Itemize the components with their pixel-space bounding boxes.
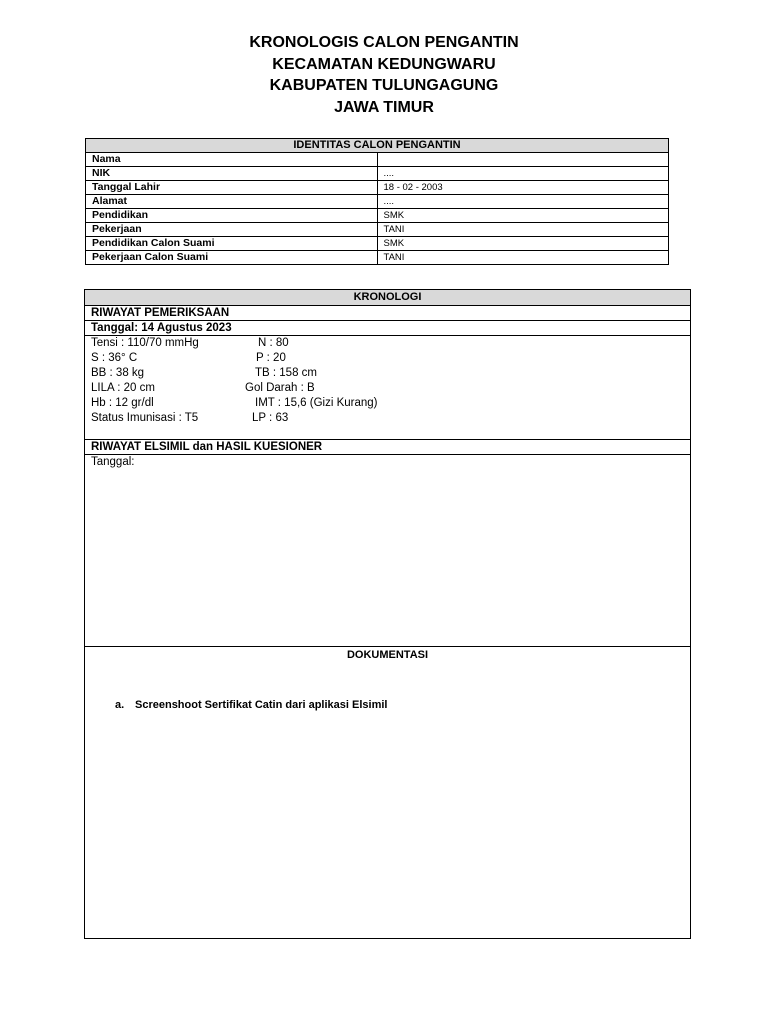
- field-value-pendidikan-suami: SMK: [377, 237, 669, 251]
- table-row: [86, 223, 669, 237]
- title-line-2: KECAMATAN KEDUNGWARU: [272, 55, 496, 73]
- title-line-1: KRONOLOGIS CALON PENGANTIN: [249, 34, 519, 51]
- identitas-header-row: [86, 139, 669, 153]
- tanggal-elsimil: Tanggal:: [91, 456, 135, 468]
- dokumentasi-cell: [85, 647, 690, 938]
- dokumentasi-item-text: Screenshoot Sertifikat Catin dari aplikasi Elsimil: [135, 699, 388, 711]
- vital-nadi: N : 80: [258, 337, 289, 349]
- table-row: [86, 237, 669, 251]
- hasil-pemeriksaan-cell: [85, 336, 690, 440]
- dokumentasi-title: DOKUMENTASI: [346, 649, 429, 661]
- tanggal-pemeriksaan: Tanggal: 14 Agustus 2023: [85, 321, 690, 336]
- field-label-pekerjaan: Pekerjaan: [86, 223, 378, 237]
- title-line-3: KABUPATEN TULUNGAGUNG: [269, 77, 499, 94]
- table-row: [86, 195, 669, 209]
- kronologi-header: KRONOLOGI: [85, 290, 690, 306]
- field-label-pendidikan-suami: Pendidikan Calon Suami: [86, 237, 378, 251]
- field-label-pekerjaan-suami: Pekerjaan Calon Suami: [86, 251, 378, 265]
- vital-suhu: S : 36° C: [91, 352, 138, 364]
- vital-golongan-darah: Gol Darah : B: [245, 382, 315, 394]
- field-label-nik: NIK: [86, 167, 378, 181]
- vital-pernapasan: P : 20: [256, 352, 286, 364]
- field-value-tanggal-lahir: 18 - 02 - 2003: [377, 181, 669, 195]
- field-value-alamat: ....: [377, 195, 669, 209]
- identitas-table: [85, 138, 669, 265]
- kronologi-box: [84, 289, 691, 939]
- field-value-nama: [377, 153, 669, 167]
- vital-tensi: Tensi : 110/70 mmHg: [91, 337, 199, 349]
- list-marker: a.: [115, 699, 125, 711]
- elsimil-cell: [85, 455, 690, 647]
- vital-status-imunisasi: Status Imunisasi : T5: [91, 412, 199, 424]
- document-title: [0, 32, 768, 118]
- table-row: [86, 181, 669, 195]
- vital-lila: LILA : 20 cm: [91, 382, 155, 394]
- vital-lingkar-perut: LP : 63: [252, 412, 289, 424]
- field-label-pendidikan: Pendidikan: [86, 209, 378, 223]
- vital-hb: Hb : 12 gr/dl: [91, 397, 154, 409]
- identitas-header: IDENTITAS CALON PENGANTIN: [86, 139, 669, 153]
- table-row: [86, 153, 669, 167]
- riwayat-elsimil-label: RIWAYAT ELSIMIL dan HASIL KUESIONER: [85, 440, 690, 455]
- vital-imt: IMT : 15,6 (Gizi Kurang): [255, 397, 378, 409]
- table-row: [86, 209, 669, 223]
- field-label-alamat: Alamat: [86, 195, 378, 209]
- dokumentasi-item: [115, 698, 387, 712]
- field-label-nama: Nama: [86, 153, 378, 167]
- riwayat-pemeriksaan-label: RIWAYAT PEMERIKSAAN: [85, 306, 690, 321]
- vital-tinggi-badan: TB : 158 cm: [255, 367, 317, 379]
- field-value-nik: ....: [377, 167, 669, 181]
- table-row: [86, 167, 669, 181]
- title-line-4: JAWA TIMUR: [334, 98, 434, 116]
- vital-berat-badan: BB : 38 kg: [91, 367, 145, 379]
- field-label-tanggal-lahir: Tanggal Lahir: [86, 181, 378, 195]
- table-row: [86, 251, 669, 265]
- field-value-pekerjaan: TANI: [377, 223, 669, 237]
- field-value-pekerjaan-suami: TANI: [377, 251, 669, 265]
- field-value-pendidikan: SMK: [377, 209, 669, 223]
